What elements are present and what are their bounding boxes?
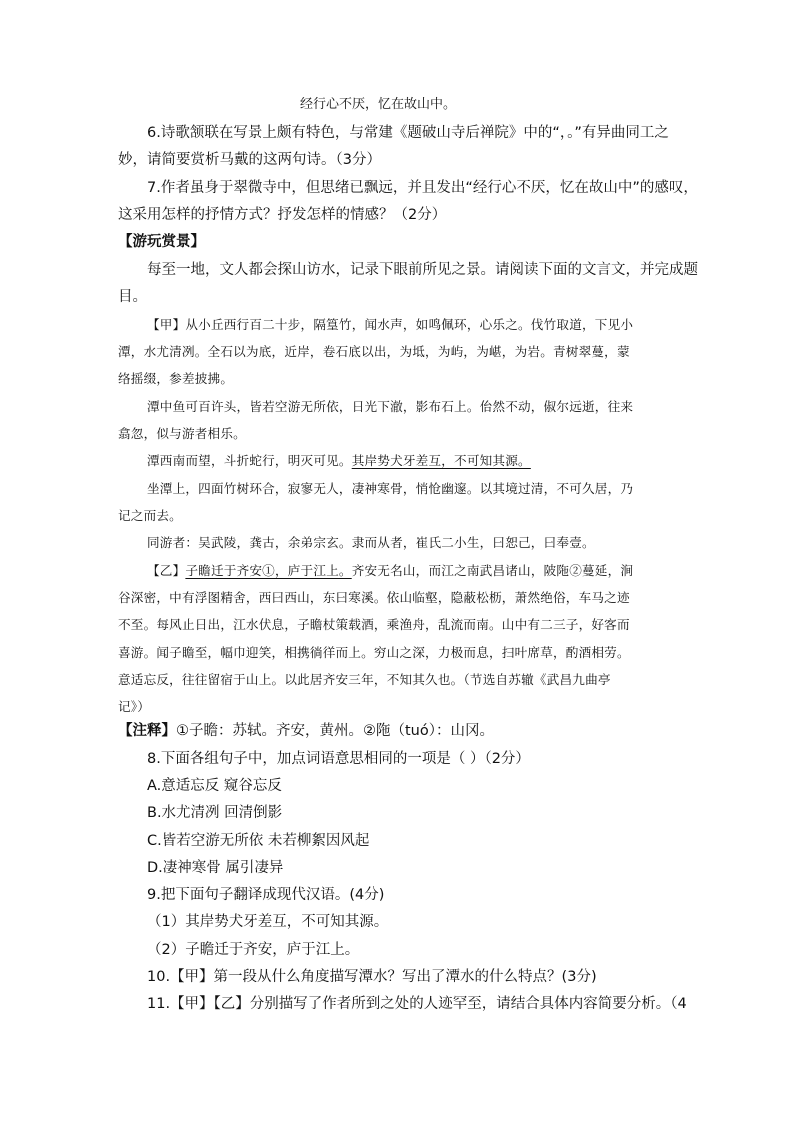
question-7-line-1: 7.作者虽身于翠微寺中，但思绪已飘远，并且发出“经行心不厌，忆在故山中”的感叹，	[147, 180, 698, 196]
notes-text: ①子瞻：苏轼。齐安，黄州。②陁（tuó）：山冈。	[176, 723, 494, 739]
intro-line-1: 每至一地，文人都会探山访水，记录下眼前所见之景。请阅读下面的文言文，并完成题	[147, 262, 698, 278]
underlined-sentence: 子瞻迁于齐安①，庐于江上。	[185, 563, 352, 578]
question-8-option-a: A.意适忘反 窥谷忘反	[147, 778, 282, 794]
passage-jia-text: 潭西南而望，斗折蛇行，明灭可见。	[147, 453, 352, 468]
passage-yi-line-6: 记》）	[118, 699, 151, 714]
underlined-sentence: 其岸势犬牙差互，不可知其源。	[351, 453, 531, 468]
notes	[118, 721, 678, 741]
question-8-option-b: B.水尤清冽 回清倒影	[147, 805, 283, 821]
poem-line: 经行心不厌，忆在故山中。	[300, 97, 457, 112]
question-7-line-2: 这采用怎样的抒情方式？抒发怎样的情感？（2分）	[118, 207, 447, 223]
passage-yi-line-3: 不至。每风止日出，江水伏息，子瞻杖策载酒，乘渔舟，乱流而南。山中有二三子，好客而	[118, 617, 630, 632]
question-8-option-d: D.凄神寒骨 属引凄异	[147, 860, 284, 876]
passage-yi-text: 齐安无名山，而江之南武昌诸山，陂陁②蔓延，涧	[351, 563, 634, 578]
question-11: 11.【甲】【乙】分别描写了作者所到之处的人迹罕至，请结合具体内容简要分析。（4	[147, 996, 687, 1012]
question-6-line-2: 妙，请简要赏析马戴的这两句诗。（3分）	[118, 152, 381, 168]
question-8-stem: 8.下面各组句子中，加点词语意思相同的一项是（ ）（2分）	[147, 751, 530, 767]
question-6-line-1: 6.诗歌颔联在写景上颇有特色，与常建《题破山寺后禅院》中的“，。”有异曲同工之	[147, 125, 669, 141]
passage-jia-line-8: 记之而去。	[118, 508, 182, 523]
passage-yi-line-1	[147, 561, 707, 581]
passage-jia-line-9: 同游者：吴武陵，龚古，余弟宗玄。隶而从者，崔氏二小生，曰恕己，曰奉壹。	[147, 535, 595, 550]
question-10: 10.【甲】第一段从什么角度描写潭水？写出了潭水的什么特点？(3分)	[147, 969, 597, 985]
passage-jia-line-6	[147, 451, 707, 471]
question-8-option-c: C.皆若空游无所依 未若柳絮因风起	[147, 833, 370, 849]
intro-line-2: 目。	[118, 289, 147, 305]
question-9-stem: 9.把下面句子翻译成现代汉语。(4分)	[147, 887, 385, 903]
passage-yi-line-5: 意适忘反，往往留宿于山上。以此居齐安三年，不知其久也。（节选自苏辙《武昌九曲亭	[118, 672, 611, 687]
passage-jia-line-4: 潭中鱼可百许头，皆若空游无所依，日光下澈，影布石上。佁然不动，俶尔远逝，往来	[147, 399, 634, 414]
passage-jia-line-2: 潭，水尤清冽。全石以为底，近岸，卷石底以出，为坻，为屿，为嵁，为岩。青树翠蔓，蒙	[118, 344, 630, 359]
passage-jia-line-3: 络摇缀，参差披拂。	[118, 371, 234, 386]
passage-yi-label: 【乙】	[147, 563, 186, 578]
question-9-sentence-1: （1）其岸势犬牙差互，不可知其源。	[147, 914, 389, 930]
passage-yi-line-2: 谷深密，中有浮图精舍，西曰西山，东曰寒溪。依山临壑，隐蔽松枥，萧然绝俗，车马之迹	[118, 590, 630, 605]
passage-jia-line-1: 【甲】从小丘西行百二十步，隔篁竹，闻水声，如鸣佩环，心乐之。伐竹取道，下见小	[147, 317, 634, 332]
passage-jia-line-5: 翕忽，似与游者相乐。	[118, 426, 246, 441]
passage-jia-line-7: 坐潭上，四面竹树环合，寂寥无人，凄神寒骨，悄怆幽邃。以其境过清，不可久居，乃	[147, 481, 634, 496]
notes-label: 【注释】	[118, 723, 176, 739]
question-9-sentence-2: （2）子瞻迁于齐安，庐于江上。	[147, 942, 360, 958]
section-title: 【游玩赏景】	[118, 234, 205, 250]
passage-yi-line-4: 喜游。闻子瞻至，幅巾迎笑，相携徜徉而上。穷山之深，力极而息，扫叶席草，酌酒相劳。	[118, 645, 630, 660]
